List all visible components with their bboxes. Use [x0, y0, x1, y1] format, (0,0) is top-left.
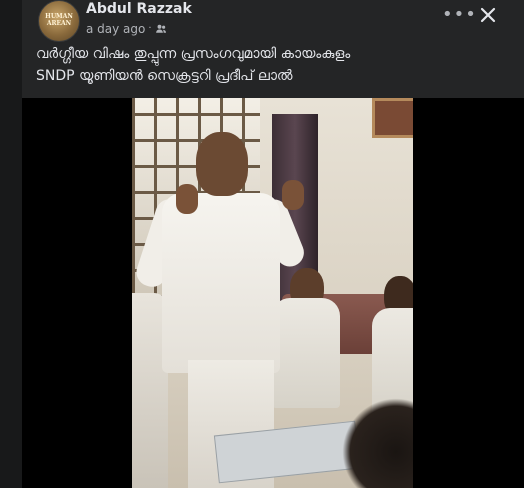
author-name[interactable]: Abdul Razzak	[86, 1, 192, 17]
friends-icon[interactable]	[155, 23, 167, 35]
video-player[interactable]	[22, 98, 524, 488]
meta-separator: ·	[148, 23, 152, 34]
post-meta	[86, 21, 167, 37]
speaker-head	[196, 132, 248, 196]
more-options-button[interactable]	[442, 4, 477, 28]
avatar-logo-text: HUMAN AREAN	[45, 13, 73, 27]
post-timestamp[interactable]: a day ago	[86, 22, 146, 36]
scene-person-seated	[272, 298, 340, 408]
caption-line-2: SNDP യൂണിയൻ സെക്രട്ടറി പ്രദീപ് ലാൽ	[36, 68, 293, 84]
post-card	[22, 0, 524, 488]
speaker-hand-left	[176, 184, 198, 214]
post-caption	[36, 43, 506, 87]
close-button[interactable]	[477, 4, 499, 26]
caption-line-1: വർഗ്ഗീയ വിഷം തുപ്പുന്ന പ്രസംഗവുമായി കായംകുളം	[36, 46, 351, 62]
close-icon	[477, 4, 499, 26]
video-frame[interactable]	[132, 98, 413, 488]
scene-foreground-blur	[342, 398, 413, 488]
speaker-hand-right	[282, 180, 304, 210]
scene-wall-picture	[372, 98, 413, 138]
avatar[interactable]	[38, 0, 80, 42]
speaker-body	[162, 193, 280, 373]
more-horizontal-icon: •••	[442, 4, 477, 25]
